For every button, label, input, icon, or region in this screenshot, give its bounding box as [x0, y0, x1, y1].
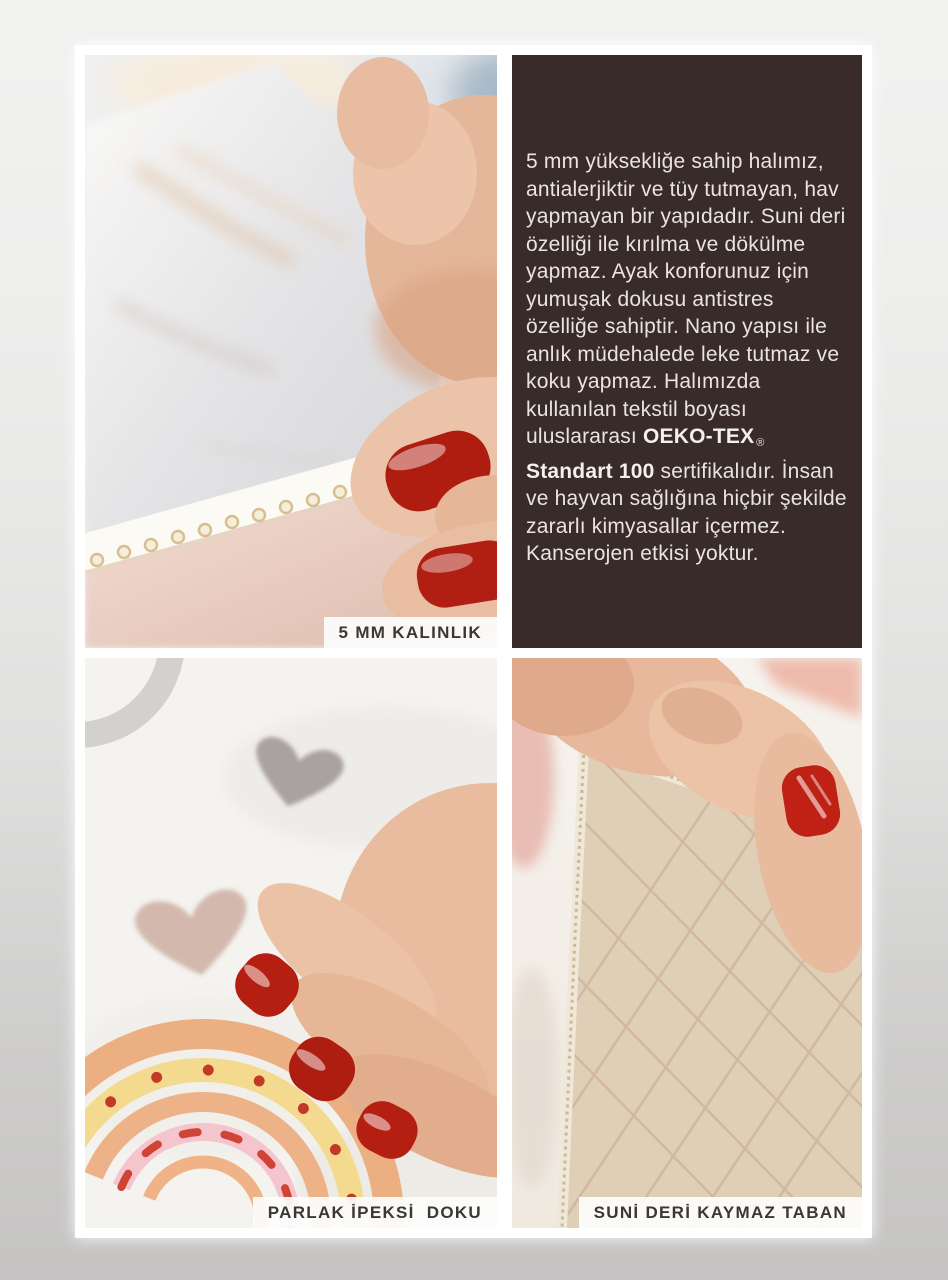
product-infographic-card: [75, 45, 872, 1238]
description-text: [526, 148, 852, 568]
caption-texture: PARLAK İPEKSİ DOKU: [253, 1197, 497, 1228]
nonslip-base-photo: [512, 658, 862, 1228]
standard-100: Standart 100: [526, 459, 655, 483]
description-intro: 5 mm yüksekliğe sahip halımız, antialerjiktir ve tüy tutmayan, hav yapmayan bir yapıdadır. Suni deri özelliği ile kırılma ve dökülme yapmaz. Ayak konforunuz için yumuşak dokusu antistres özelliğe sahiptir. Nano yapısı ile anlık müdehalede leke tutmaz ve koku yapmaz. Halımızda kullanılan tekstil boyası uluslararası: [526, 150, 846, 448]
caption-thickness: 5 MM KALINLIK: [324, 617, 497, 648]
registered-mark-icon: ®: [756, 437, 765, 449]
description-after: sertifikalıdır. İnsan ve hayvan sağlığına hiçbir şekilde zararlı kimyasallar içermez.: [526, 459, 847, 538]
caption-base: SUNİ DERİ KAYMAZ TABAN: [579, 1197, 862, 1228]
brand-oeko-tex: OEKO-TEX: [643, 425, 755, 448]
description-last-line: Kanserojen etkisi yoktur.: [526, 542, 759, 565]
rug-thickness-photo: [85, 55, 497, 648]
rug-thickness-illustration: [85, 55, 497, 648]
silky-texture-photo: [85, 658, 497, 1228]
silky-texture-illustration: [85, 658, 497, 1228]
description-panel: [512, 55, 862, 648]
nonslip-base-illustration: [512, 658, 862, 1228]
